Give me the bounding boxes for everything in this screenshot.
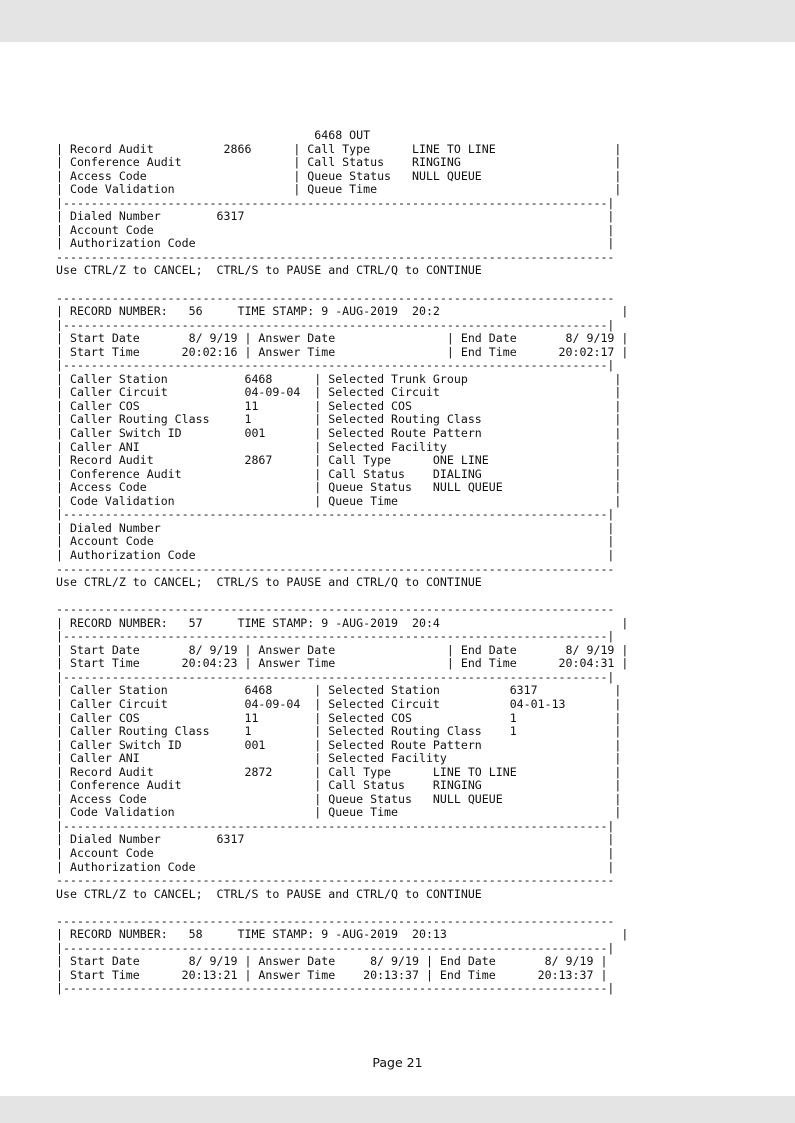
- listing-line: | Start Date 8/ 9/19 | Answer Date | End Date 8/ 9/19 |: [56, 642, 629, 657]
- listing-line: | Dialed Number 6317 |: [56, 832, 615, 847]
- listing-line: | Record Audit 2872 | Call Type LINE TO LINE |: [56, 764, 622, 779]
- listing-line: |------------------------------------------------------------------------------|: [56, 981, 615, 996]
- listing-line: | Caller ANI | Selected Facility |: [56, 751, 622, 766]
- listing-line: | Authorization Code |: [56, 547, 615, 562]
- listing-line: | Caller Routing Class 1 | Selected Routing Class 1 |: [56, 724, 622, 739]
- listing-line: | Conference Audit | Call Status RINGING |: [56, 778, 622, 793]
- listing-line: | Caller Switch ID 001 | Selected Route Pattern |: [56, 426, 622, 441]
- listing-line: | Caller Circuit 04-09-04 | Selected Circuit 04-01-13 |: [56, 696, 622, 711]
- scanner-top-margin: [0, 0, 795, 42]
- listing-line: --------------------------------------------------------------------------------: [56, 249, 615, 264]
- page-number: Page 21: [372, 1055, 423, 1070]
- listing-line: | Record Audit 2866 | Call Type LINE TO LINE |: [56, 141, 622, 156]
- listing-line: | Caller Station 6468 | Selected Station 6317 |: [56, 683, 622, 698]
- listing-line: --------------------------------------------------------------------------------: [56, 561, 615, 576]
- listing-line: |------------------------------------------------------------------------------|: [56, 818, 615, 833]
- listing-line: --------------------------------------------------------------------------------: [56, 290, 615, 305]
- listing-line: | Conference Audit | Call Status RINGING |: [56, 155, 622, 170]
- listing-line: Use CTRL/Z to CANCEL; CTRL/S to PAUSE and CTRL/Q to CONTINUE: [56, 575, 482, 590]
- listing-line: | Authorization Code |: [56, 236, 615, 251]
- listing-line: | Access Code | Queue Status NULL QUEUE |: [56, 168, 622, 183]
- listing-line: |------------------------------------------------------------------------------|: [56, 195, 615, 210]
- listing-line: | RECORD NUMBER: 57 TIME STAMP: 9 -AUG-2019 20:4 |: [56, 615, 629, 630]
- scanner-bottom-margin: [0, 1096, 795, 1123]
- listing-line: --------------------------------------------------------------------------------: [56, 913, 615, 928]
- listing-line: | Record Audit 2867 | Call Type ONE LINE |: [56, 453, 622, 468]
- listing-line: | Start Date 8/ 9/19 | Answer Date | End Date 8/ 9/19 |: [56, 331, 629, 346]
- listing-line: | Caller Station 6468 | Selected Trunk Group |: [56, 371, 622, 386]
- listing-line: | Caller COS 11 | Selected COS 1 |: [56, 710, 622, 725]
- listing-line: | Code Validation | Queue Time |: [56, 805, 622, 820]
- listing-line: | Caller COS 11 | Selected COS |: [56, 398, 622, 413]
- listing-line: | Start Date 8/ 9/19 | Answer Date 8/ 9/19 | End Date 8/ 9/19 |: [56, 954, 608, 969]
- listing-line: | Dialed Number 6317 |: [56, 209, 615, 224]
- listing-line: | Account Code |: [56, 222, 615, 237]
- listing-line: 6468 OUT: [56, 128, 371, 142]
- listing-line: | Caller Routing Class 1 | Selected Routing Class |: [56, 412, 622, 427]
- listing-line: |------------------------------------------------------------------------------|: [56, 358, 615, 373]
- call-record-listing: [56, 129, 628, 996]
- listing-line: --------------------------------------------------------------------------------: [56, 602, 615, 617]
- listing-line: | Account Code |: [56, 845, 615, 860]
- listing-line: | Dialed Number |: [56, 520, 615, 535]
- listing-line: |------------------------------------------------------------------------------|: [56, 317, 615, 332]
- listing-line: | Access Code | Queue Status NULL QUEUE |: [56, 480, 622, 495]
- listing-line: | Start Time 20:13:21 | Answer Time 20:13:37 | End Time 20:13:37 |: [56, 967, 608, 982]
- listing-line: | Start Time 20:02:16 | Answer Time | End Time 20:02:17 |: [56, 344, 629, 359]
- listing-line: |------------------------------------------------------------------------------|: [56, 669, 615, 684]
- listing-line: Use CTRL/Z to CANCEL; CTRL/S to PAUSE and CTRL/Q to CONTINUE: [56, 886, 482, 901]
- listing-line: | Access Code | Queue Status NULL QUEUE |: [56, 791, 622, 806]
- listing-line: | Authorization Code |: [56, 859, 615, 874]
- listing-line: Use CTRL/Z to CANCEL; CTRL/S to PAUSE and CTRL/Q to CONTINUE: [56, 263, 482, 278]
- listing-line: | Conference Audit | Call Status DIALING |: [56, 466, 622, 481]
- listing-line: | Code Validation | Queue Time |: [56, 182, 622, 197]
- listing-line: --------------------------------------------------------------------------------: [56, 873, 615, 888]
- listing-line: |------------------------------------------------------------------------------|: [56, 629, 615, 644]
- listing-line: | Account Code |: [56, 534, 615, 549]
- listing-line: |------------------------------------------------------------------------------|: [56, 940, 615, 955]
- listing-line: | RECORD NUMBER: 56 TIME STAMP: 9 -AUG-2019 20:2 |: [56, 304, 629, 319]
- listing-line: | RECORD NUMBER: 58 TIME STAMP: 9 -AUG-2019 20:13 |: [56, 927, 629, 942]
- listing-line: | Caller Circuit 04-09-04 | Selected Circuit |: [56, 385, 622, 400]
- listing-line: | Caller ANI | Selected Facility |: [56, 439, 622, 454]
- listing-line: | Code Validation | Queue Time |: [56, 493, 622, 508]
- listing-line: | Start Time 20:04:23 | Answer Time | End Time 20:04:31 |: [56, 656, 629, 671]
- listing-line: |------------------------------------------------------------------------------|: [56, 507, 615, 522]
- listing-line: | Caller Switch ID 001 | Selected Route Pattern |: [56, 737, 622, 752]
